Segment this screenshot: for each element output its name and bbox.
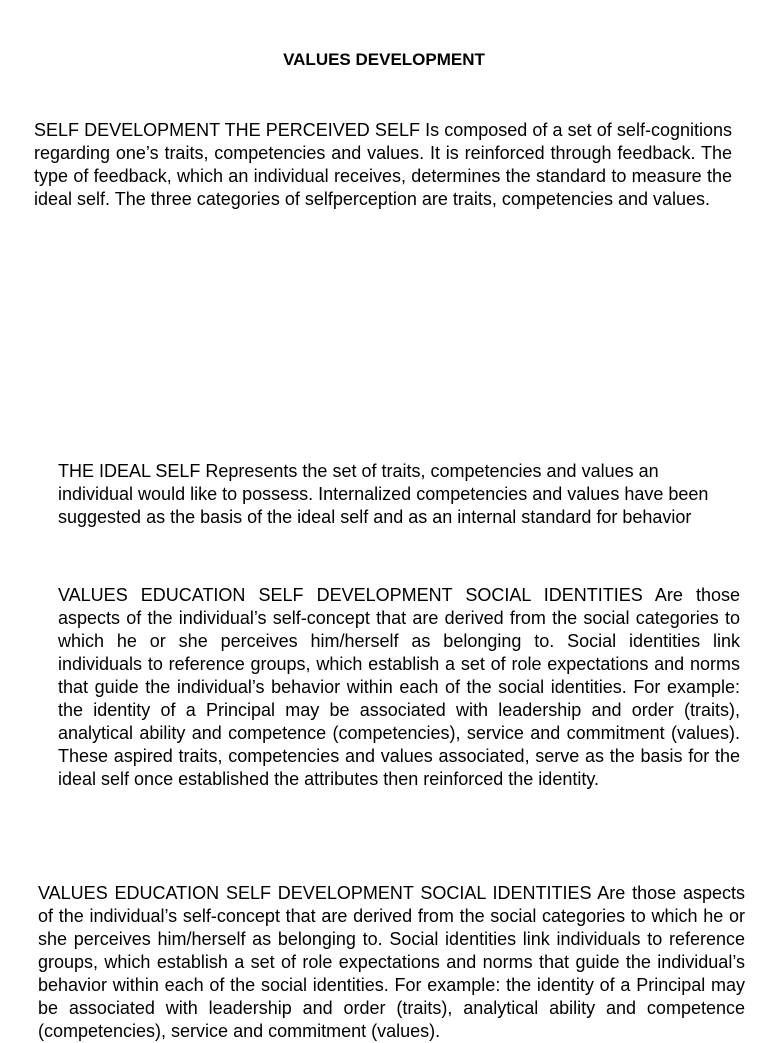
paragraph-social-identities: VALUES EDUCATION SELF DEVELOPMENT SOCIAL IDENTITIES Are those aspects of the individual’s self-concept that are derived from the social categories to which he or she perceives him/herself as belonging to. Social identities link individuals to reference groups, which establish a set of role expectations and norms that guide the individual’s behavior within each of the social identities. For example: the identity of a Principal may be associated with leadership and order (traits), analytical ability and competence (competencies), service and commitment (values). These aspired traits, competencies and values associated, serve as the basis for the ideal self once established the attributes then reinforced the identity. [58,585,740,789]
paragraph-perceived-self: SELF DEVELOPMENT THE PERCEIVED SELF Is composed of a set of self-cognitions regarding one’s traits, competencies and values. It is reinforced through feedback. The type of feedback, which an individual receives, determines the standard to measure the ideal self. The three categories of selfperception are traits, competencies and values. [34,120,732,209]
document-title: VALUES DEVELOPMENT [283,50,485,69]
paragraph-social-identities-repeat: VALUES EDUCATION SELF DEVELOPMENT SOCIAL IDENTITIES Are those aspects of the individual’s self-concept that are derived from the social categories to which he or she perceives him/herself as belonging to. Social identities link individuals to reference groups, which establish a set of role expectations and norms that guide the individual’s behavior within each of the social identities. For example: the identity of a Principal may be associated with leadership and order (traits), analytical ability and competence (competencies), service and commitment (values). [38,883,745,1041]
paragraph-ideal-self: THE IDEAL SELF Represents the set of traits, competencies and values an individual would like to possess. Internalized competencies and values have been suggested as the basis of the ideal self and as an internal standard for behavior [58,461,709,527]
